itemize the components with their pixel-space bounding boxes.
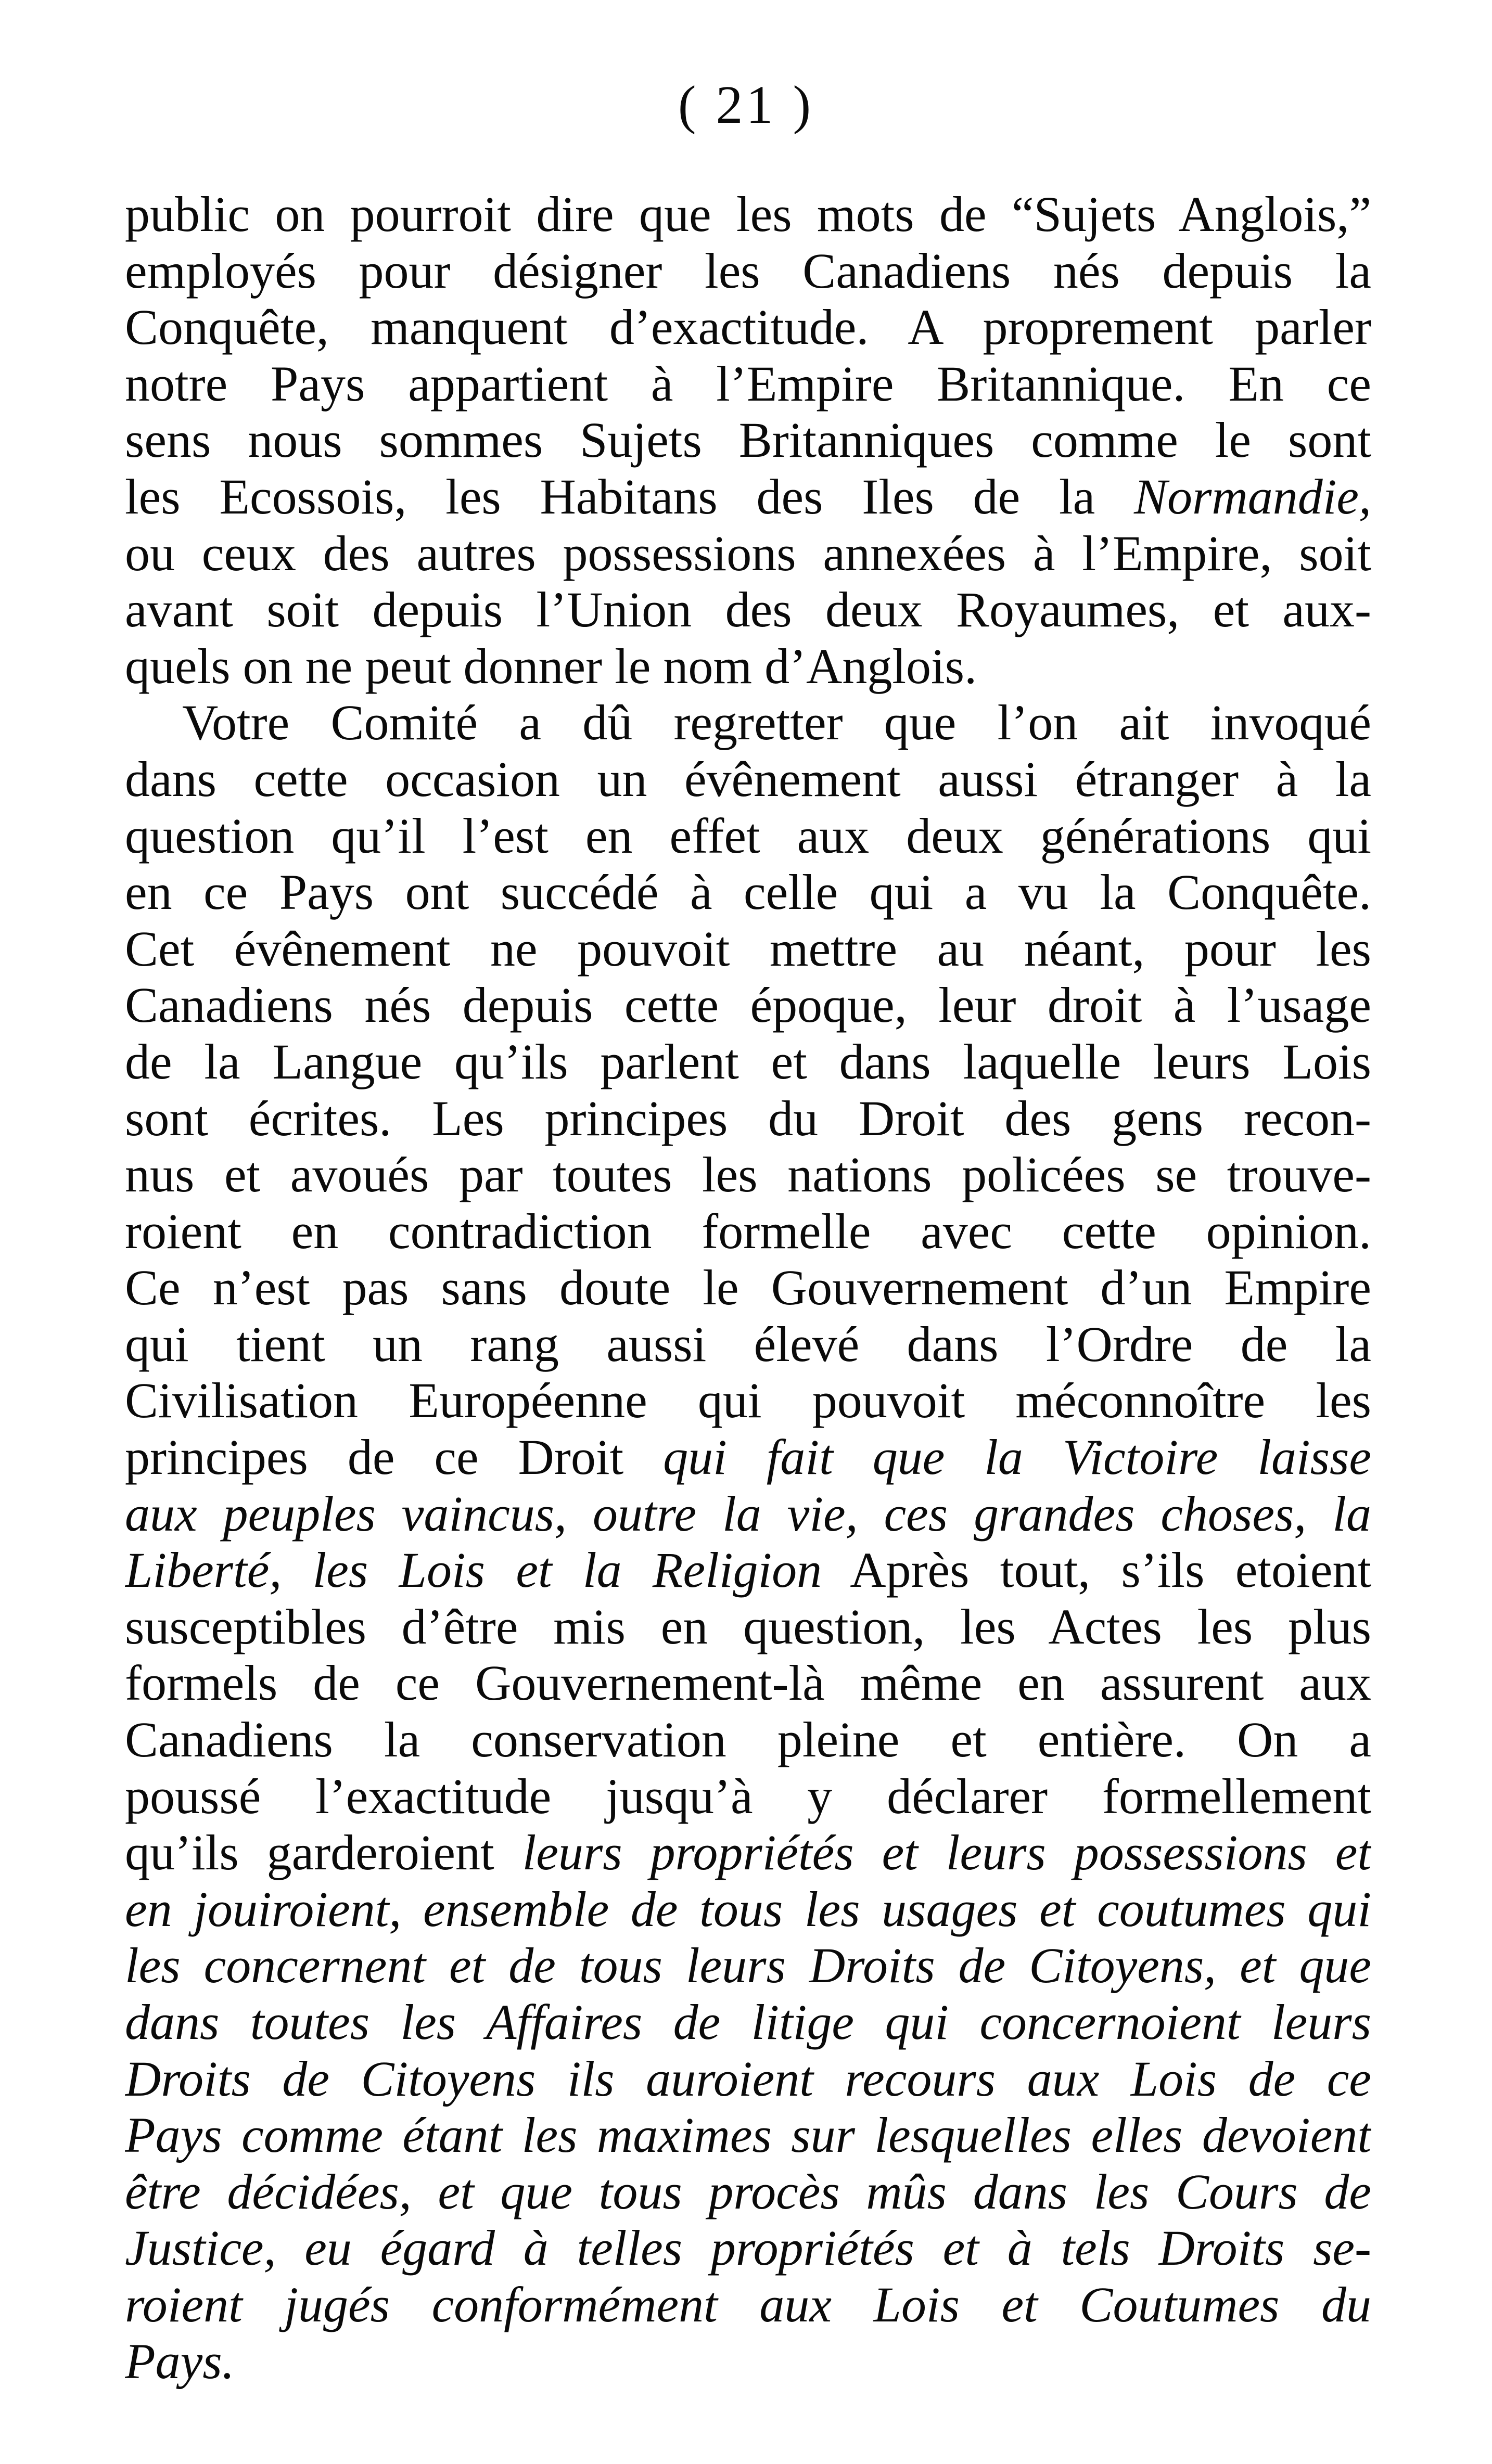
text-segment: qu’ils garderoient xyxy=(125,1825,522,1881)
text-line xyxy=(125,356,1371,413)
text-segment: qui tient un rang aussi élevé dans l’Ordre de la xyxy=(125,1316,1371,1372)
text-segment: sont écrites. Les principes du Droit des gens recon- xyxy=(125,1090,1371,1146)
text-line xyxy=(125,1768,1371,1825)
text-line xyxy=(125,469,1371,525)
text-segment: quels on ne peut donner le nom d’Anglois. xyxy=(125,638,977,694)
text-segment: nus et avoués par toutes les nations policées se trouve- xyxy=(125,1147,1371,1203)
text-segment: dans cette occasion un évênement aussi étranger à la xyxy=(125,751,1371,807)
text-line xyxy=(125,582,1371,638)
text-segment: les Ecossois, les Habitans des Iles de la xyxy=(125,468,1134,524)
text-line xyxy=(125,2333,1371,2390)
text-segment: de la Langue qu’ils parlent et dans laquelle leurs Lois xyxy=(125,1033,1371,1089)
italic-text-segment: dans toutes les Affaires de litige qui concernoient leurs xyxy=(125,1994,1371,2050)
text-segment: avant soit depuis l’Union des deux Royaumes, et aux- xyxy=(125,582,1371,638)
text-segment: question qu’il l’est en effet aux deux générations qui xyxy=(125,807,1371,864)
italic-text-segment: qui fait que la Victoire laisse xyxy=(663,1429,1371,1485)
text-segment: roient en contradiction formelle avec cette opinion. xyxy=(125,1203,1371,1259)
italic-text-segment: les concernent et de tous leurs Droits de Citoyens, et que xyxy=(125,1937,1371,1994)
text-line xyxy=(125,1316,1371,1373)
text-line xyxy=(125,921,1371,978)
text-line xyxy=(125,1260,1371,1316)
text-segment: notre Pays appartient à l’Empire Britannique. En ce xyxy=(125,355,1371,412)
italic-text-segment: en jouiroient, ensemble de tous les usages et coutumes qui xyxy=(125,1881,1371,1937)
text-segment: Votre Comité a dû regretter que l’on ait invoqué xyxy=(182,695,1371,751)
text-segment: Cet évênement ne pouvoit mettre au néant, pour les xyxy=(125,920,1371,977)
text-line xyxy=(125,412,1371,469)
text-line xyxy=(125,299,1371,356)
italic-text-segment: Pays. xyxy=(125,2333,235,2389)
italic-text-segment: Pays comme étant les maximes sur lesquelles elles devoient xyxy=(125,2107,1371,2163)
text-line xyxy=(125,1203,1371,1260)
text-line xyxy=(125,2277,1371,2333)
text-line xyxy=(125,2051,1371,2108)
text-line xyxy=(125,186,1371,243)
text-line xyxy=(125,525,1371,582)
text-segment: principes de ce Droit xyxy=(125,1429,664,1485)
text-segment: Après tout, s’ils etoient xyxy=(822,1542,1371,1598)
text-line xyxy=(125,1994,1371,2051)
italic-text-segment: Droits de Citoyens ils auroient recours aux Lois de ce xyxy=(125,2050,1371,2107)
text-segment: Ce n’est pas sans doute le Gouvernement d’un Empire xyxy=(125,1260,1371,1316)
text-line xyxy=(125,1090,1371,1147)
page-number: ( 21 ) xyxy=(678,75,814,135)
text-line xyxy=(125,2164,1371,2221)
text-line xyxy=(125,695,1371,751)
text-line xyxy=(125,1937,1371,1994)
text-line xyxy=(125,1825,1371,1881)
italic-text-segment: Normandie, xyxy=(1134,468,1371,524)
text-line xyxy=(125,1542,1371,1599)
italic-text-segment: Justice, eu égard à telles propriétés et à tels Droits se- xyxy=(125,2220,1371,2276)
text-segment: formels de ce Gouvernement-là même en assurent aux xyxy=(125,1655,1371,1711)
text-segment: Canadiens la conservation pleine et entière. On a xyxy=(125,1712,1371,1768)
text-line xyxy=(125,751,1371,808)
text-line xyxy=(125,1147,1371,1203)
text-line xyxy=(125,1486,1371,1543)
italic-text-segment: roient jugés conformément aux Lois et Coutumes du xyxy=(125,2276,1371,2332)
text-line xyxy=(125,243,1371,300)
text-segment: Civilisation Européenne qui pouvoit méconnoître les xyxy=(125,1372,1371,1429)
text-line xyxy=(125,977,1371,1034)
text-segment: Conquête, manquent d’exactitude. A proprement parler xyxy=(125,299,1371,355)
text-segment: Canadiens nés depuis cette époque, leur droit à l’usage xyxy=(125,977,1371,1033)
text-line xyxy=(125,1034,1371,1090)
text-segment: poussé l’exactitude jusqu’à y déclarer formellement xyxy=(125,1768,1371,1824)
body-text xyxy=(125,186,1371,2390)
italic-text-segment: Liberté, les Lois et la Religion xyxy=(125,1542,822,1598)
text-line xyxy=(125,864,1371,921)
italic-text-segment: être décidées, et que tous procès mûs dans les Cours de xyxy=(125,2163,1371,2219)
text-line xyxy=(125,1712,1371,1768)
text-line xyxy=(125,638,1371,695)
text-line xyxy=(125,2107,1371,2164)
text-line xyxy=(125,1429,1371,1486)
text-segment: en ce Pays ont succédé à celle qui a vu la Conquête. xyxy=(125,864,1371,920)
text-line xyxy=(125,1372,1371,1429)
text-segment: public on pourroit dire que les mots de “Sujets Anglois,” xyxy=(125,186,1371,242)
text-line xyxy=(125,1599,1371,1656)
text-segment: susceptibles d’être mis en question, les Actes les plus xyxy=(125,1598,1371,1654)
text-segment: ou ceux des autres possessions annexées à l’Empire, soit xyxy=(125,525,1371,581)
text-line xyxy=(125,808,1371,865)
text-segment: employés pour désigner les Canadiens nés depuis la xyxy=(125,242,1371,299)
text-segment: sens nous sommes Sujets Britanniques comme le sont xyxy=(125,412,1371,468)
italic-text-segment: aux peuples vaincus, outre la vie, ces grandes choses, la xyxy=(125,1485,1371,1542)
text-line xyxy=(125,2220,1371,2277)
text-line xyxy=(125,1655,1371,1712)
text-line xyxy=(125,1881,1371,1938)
italic-text-segment: leurs propriétés et leurs possessions et xyxy=(522,1825,1371,1881)
